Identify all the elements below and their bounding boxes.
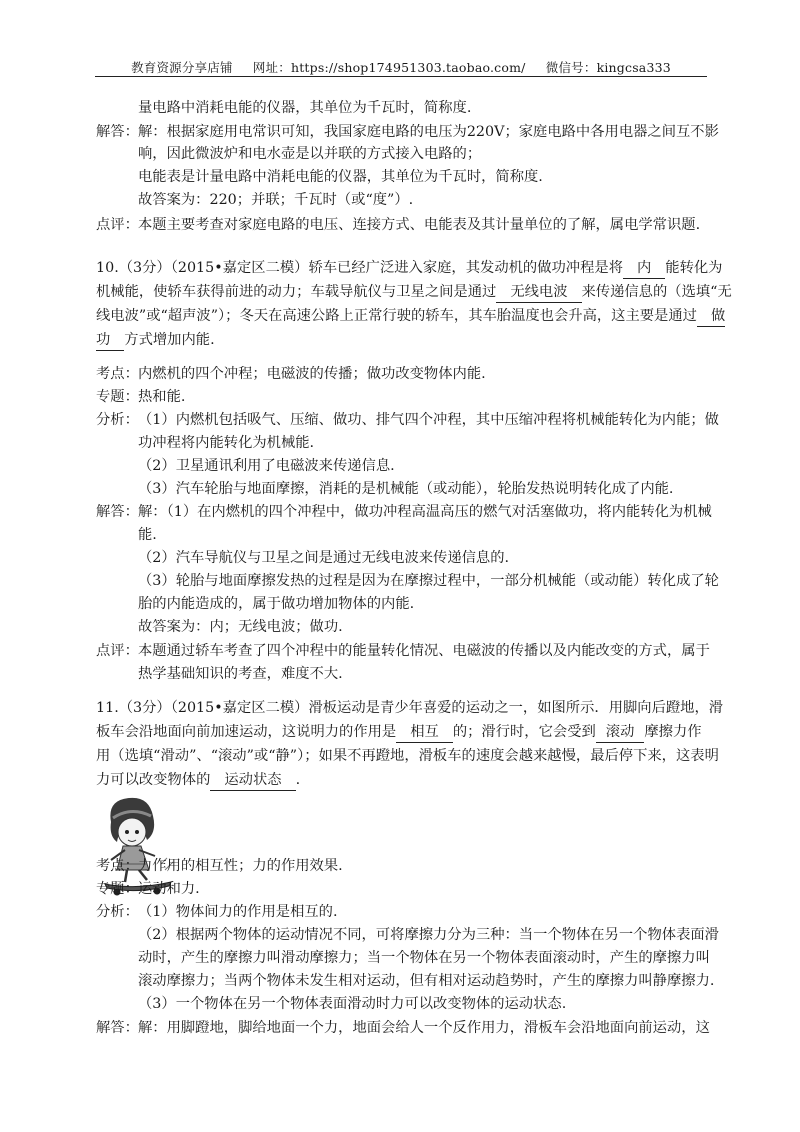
q10-jieda-4: 胎的内能造成的，属于做功增加物体的内能. <box>138 596 415 612</box>
q11-fenxi-1: （2）根据两个物体的运动情况不同，可将摩擦力分为三种：当一个物体在另一个物体表面滑 <box>138 927 719 943</box>
q10-jieda-2: （2）汽车导航仪与卫星之间是通过无线电波来传递信息的. <box>138 550 510 566</box>
q10-stem-line2 <box>96 280 732 304</box>
q9-answer-2: 电能表是计量电路中消耗电能的仪器，其单位为千瓦时，简称度. <box>138 169 543 185</box>
q10-jieda-5: 故答案为：内；无线电波；做功. <box>138 619 343 635</box>
q11-stem2c: 摩擦力作 <box>644 724 702 740</box>
q11-kaodian-label: 考点： <box>96 858 139 874</box>
q10-zhuanti: 热和能. <box>138 389 186 405</box>
q10-stem1a: 10.（3分）（2015•嘉定区二模）轿车已经广泛进入家庭，其发动机的做功冲程是将 <box>96 260 623 276</box>
q10-stem-line4 <box>96 328 215 352</box>
q10-dianping-1: 热学基础知识的考查，难度不大. <box>138 666 343 682</box>
q11-stem-line3: 用（选填“滑动”、“滚动”或“静”）；如果不再蹬地，滑板车的速度会越来越慢，最后停下来，这表明 <box>96 748 719 764</box>
q11-stem-line2 <box>96 720 702 744</box>
q10-jieda-0: 解：（1）在内燃机的四个冲程中，做功冲程高温高压的燃气对活塞做功，将内能转化为机械 <box>138 504 712 520</box>
header-rule <box>95 76 707 77</box>
q11-blank3: 运动状态 <box>210 771 295 791</box>
q10-jieda-label: 解答： <box>96 504 139 520</box>
q9-comment-label: 点评： <box>96 217 139 233</box>
q10-blank2: 无线电波 <box>496 283 581 303</box>
q11-blank1: 相互 <box>396 723 453 743</box>
q10-stem3a: 线电波”或“超声波”）；冬天在高速公路上正常行驶的轿车，其车胎温度也会升高，这主要是通过 <box>96 308 697 324</box>
q11-fenxi-4: （3）一个物体在另一个物体表面滑动时力可以改变物体的运动状态. <box>138 996 567 1012</box>
q10-stem-line1 <box>96 256 722 280</box>
q10-fenxi-3: （3）汽车轮胎与地面摩擦，消耗的是机械能（或动能），轮胎发热说明转化成了内能. <box>138 481 674 497</box>
q10-stem4b: 方式增加内能. <box>124 332 215 348</box>
q9-answer-label: 解答： <box>96 124 139 140</box>
q10-fenxi-2: （2）卫星通讯利用了电磁波来传递信息. <box>138 458 395 474</box>
q11-fenxi-3: 滚动摩擦力；当两个物体未发生相对运动，但有相对运动趋势时，产生的摩擦力叫静摩擦力. <box>138 973 715 989</box>
q9-answer-3: 故答案为：220；并联；千瓦时（或“度”）. <box>138 192 414 208</box>
q10-fenxi-1: 功冲程将内能转化为机械能. <box>138 435 315 451</box>
header-shop: 教育资源分享店铺 <box>131 60 233 75</box>
q11-blank2: 滚动 <box>596 723 645 743</box>
q11-stem4a: 力可以改变物体的 <box>96 772 211 788</box>
q10-kaodian: 内燃机的四个冲程；电磁波的传播；做功改变物体内能. <box>138 366 486 382</box>
header-wechat: 微信号：kingcsa333 <box>545 60 671 75</box>
q11-jieda: 解：用脚蹬地，脚给地面一个力，地面会给人一个反作用力，滑板车会沿地面向前运动，这 <box>138 1020 710 1036</box>
q9-line0: 量电路中消耗电能的仪器，其单位为千瓦时，简称度. <box>138 100 472 116</box>
q10-stem1b: 能转化为 <box>665 260 723 276</box>
q10-stem-line3 <box>96 304 725 328</box>
q11-stem2a: 板车会沿地面向前加速运动，这说明力的作用是 <box>96 724 397 740</box>
q9-comment: 本题主要考查对家庭电路的电压、连接方式、电能表及其计量单位的了解，属电学常识题. <box>138 217 701 233</box>
q9-answer-1: 响，因此微波炉和电水壶是以并联的方式接入电路的； <box>138 146 482 162</box>
q11-stem-line1: 11.（3分）（2015•嘉定区二模）滑板运动是青少年喜爱的运动之一，如图所示．用脚向后蹬地，滑 <box>96 700 724 716</box>
q11-kaodian: 力作用的相互性；力的作用效果. <box>138 858 343 874</box>
q10-dianping-0: 本题通过轿车考查了四个冲程中的能量转化情况、电磁波的传播以及内能改变的方式，属于 <box>138 643 710 659</box>
q10-stem2a: 机械能，使轿车获得前进的动力；车载导航仪与卫星之间是通过 <box>96 284 497 300</box>
q10-jieda-3: （3）轮胎与地面摩擦发热的过程是因为在摩擦过程中，一部分机械能（或动能）转化成了轮 <box>138 573 719 589</box>
q11-fenxi-2: 动时，产生的摩擦力叫滑动摩擦力；当一个物体在另一个物体表面滚动时，产生的摩擦力叫 <box>138 950 710 966</box>
q11-stem2b: 的；滑行时，它会受到 <box>452 724 596 740</box>
q11-stem-line4 <box>96 768 300 792</box>
q10-fenxi-0: （1）内燃机包括吸气、压缩、做功、排气四个冲程，其中压缩冲程将机械能转化为内能；做 <box>138 412 719 428</box>
q10-dianping-label: 点评： <box>96 643 139 659</box>
q11-zhuanti: 运动和力. <box>138 881 200 897</box>
q9-answer-0: 解：根据家庭用电常识可知，我国家庭电路的电压为220V；家庭电路中各用电器之间互不影 <box>138 124 719 140</box>
q10-blank1: 内 <box>623 259 665 279</box>
q11-zhuanti-label: 专题： <box>96 881 139 897</box>
q11-jieda-label: 解答： <box>96 1020 139 1036</box>
q10-fenxi-label: 分析： <box>96 412 139 428</box>
q11-fenxi-label: 分析： <box>96 904 139 920</box>
q11-stem4b: . <box>295 772 301 788</box>
q11-fenxi-0: （1）物体间力的作用是相互的. <box>138 904 338 920</box>
header-url[interactable]: 网址：https://shop174951303.taobao.com/ <box>252 60 526 75</box>
q10-stem2b: 来传递信息的（选填“无 <box>581 284 732 300</box>
q10-blank3a: 做 <box>697 307 725 327</box>
q10-kaodian-label: 考点： <box>96 366 139 382</box>
q10-zhuanti-label: 专题： <box>96 389 139 405</box>
q10-blank3b: 功 <box>96 331 124 351</box>
q10-jieda-1: 能. <box>138 527 157 543</box>
page-header <box>95 58 707 76</box>
